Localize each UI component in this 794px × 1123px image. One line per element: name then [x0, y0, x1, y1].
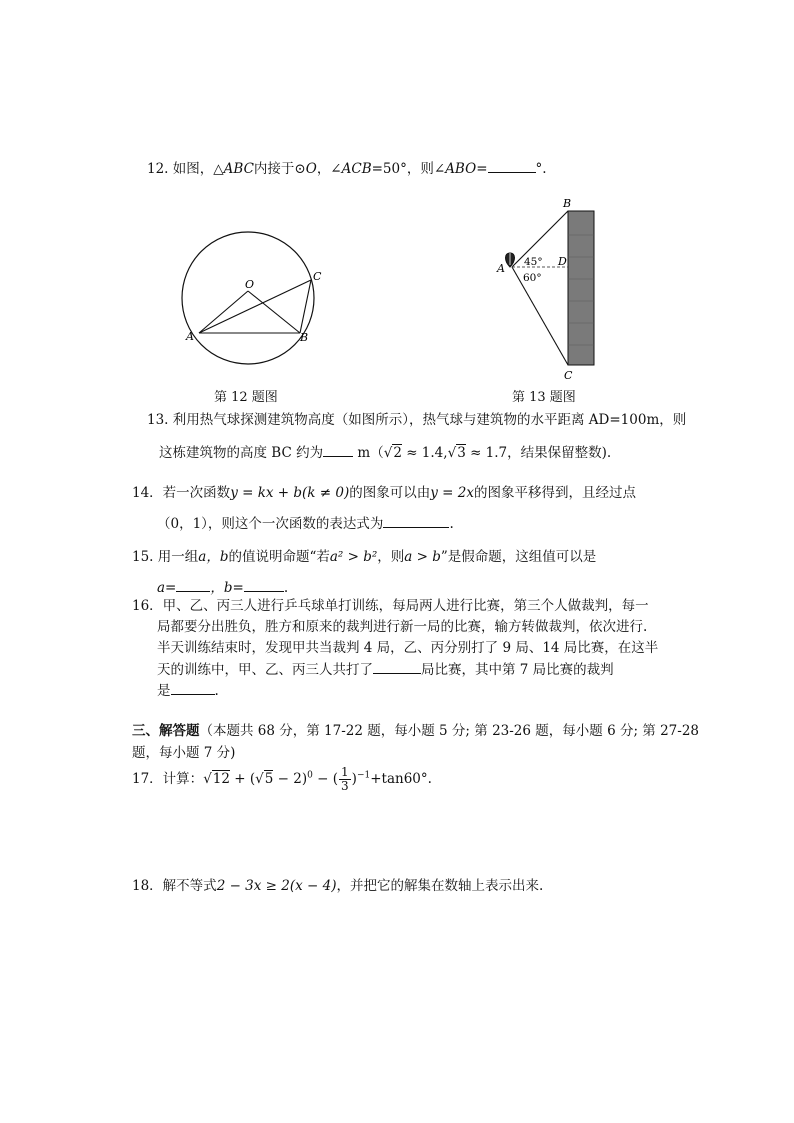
label-d-13: D	[558, 255, 567, 268]
question-17: 17．计算：$√12 + (√5 - 2)^0$ − ( $\frac{1}{3}$ )$^{-1}$+tan60°.	[132, 765, 432, 793]
q15-text-c: 的值说明命题“若	[228, 549, 330, 565]
q16-games-blank[interactable]	[373, 659, 421, 674]
q17-fraction	[339, 766, 351, 793]
q15-b-label: ，b=	[210, 580, 244, 596]
segment-bc	[300, 280, 311, 333]
q17-part6: +tan60°.	[370, 771, 432, 787]
q12-circle: O	[305, 161, 317, 177]
q15-text-e: ”是假命题，这组值可以是	[440, 549, 597, 565]
q12-angle2: ABO	[445, 161, 477, 177]
q15-text-a: 15. 用一组	[132, 549, 199, 565]
q13-text-a: 这栋建筑物的高度 BC 约为	[159, 445, 324, 461]
figure-13-diagram	[490, 195, 610, 385]
question-12	[147, 157, 547, 177]
angle-60: 60°	[523, 272, 542, 284]
label-a: A	[186, 330, 194, 343]
q14-formula1: y = kx + b(k ≠ 0)	[230, 485, 350, 501]
q14-text-2b: .	[449, 516, 454, 532]
q12-answer-blank[interactable]	[488, 158, 536, 173]
question-16-line5	[157, 679, 219, 699]
q17-frac-den: 3	[341, 779, 349, 793]
question-14-line1	[132, 481, 636, 501]
q13-text-d: ≈ 1.4,	[406, 445, 448, 461]
q14-formula2: y = 2x	[430, 485, 474, 501]
question-14-line2	[157, 512, 454, 532]
section-3-desc-line2: 题，每小题 7 分)	[132, 745, 236, 761]
segment-ac	[199, 280, 311, 333]
q17-sqrt5: 5	[264, 771, 274, 787]
q18-label: 18．解不等式	[132, 878, 217, 894]
section-3-desc1: （本题共 68 分，第 17-22 题，每小题 5 分; 第 23-26 题，每小题 6 分; 第 27-28	[199, 723, 699, 739]
q16-text-5a: 是	[157, 683, 171, 699]
q12-triangle: △ABC	[213, 161, 254, 177]
q13-sqrt3: 3	[457, 445, 466, 461]
q15-vars: a，b	[198, 549, 229, 565]
q16-referee-blank[interactable]	[171, 680, 215, 695]
q17-exp0: 0	[307, 770, 313, 781]
q15-formula1: a² > b²	[329, 549, 378, 565]
q18-formula: 2 − 3x ≥ 2(x − 4)	[216, 878, 337, 894]
q17-frac-num: 1	[341, 765, 349, 779]
q15-formula2: a > b	[404, 549, 441, 565]
q17-part5: )	[351, 771, 357, 787]
q12-text-f: °.	[535, 161, 547, 177]
q17-part3: − 2)	[277, 771, 308, 787]
q14-text-a: 14．若一次函数	[132, 485, 231, 501]
label-a-13: A	[497, 262, 505, 275]
q12-text-c: ，∠	[316, 161, 342, 177]
q15-a-label: a=	[157, 580, 177, 596]
label-b: B	[300, 331, 309, 344]
q15-b-blank[interactable]	[244, 577, 284, 592]
q17-exp-neg1: −1	[356, 770, 371, 781]
figure-12-diagram	[170, 225, 340, 375]
question-16-line2: 局都要分出胜负，胜方和原来的裁判进行新一局的比赛，输方转做裁判，依次进行.	[157, 619, 648, 635]
question-18	[132, 874, 543, 894]
q15-a-blank[interactable]	[176, 577, 210, 592]
q13-answer-blank[interactable]	[323, 442, 353, 457]
building	[568, 211, 594, 365]
question-16-line1: 16．甲、乙、丙三人进行乒乓球单打训练，每局两人进行比赛，第三个人做裁判，每一	[132, 598, 649, 614]
question-15-line2	[157, 576, 288, 596]
q12-number: 12.	[147, 161, 169, 177]
q18-text: ，并把它的解集在数轴上表示出来.	[336, 878, 544, 894]
question-16-line4	[157, 658, 614, 678]
angle-45: 45°	[524, 256, 543, 268]
segment-oa	[199, 291, 248, 333]
question-13-line2: 这栋建筑物的高度 BC 约为 m（√2 ≈ 1.4,√3 ≈ 1.7，结果保留整数).	[159, 441, 611, 461]
question-16-line3: 半天训练结束时，发现甲共当裁判 4 局，乙、丙分别打了 9 局、14 局比赛，在这半	[157, 640, 659, 656]
q16-text-4a: 天的训练中，甲、乙、丙三人共打了	[157, 662, 373, 678]
q17-part2: + (	[234, 771, 256, 787]
q12-text-a: 如图，	[172, 161, 214, 177]
question-15-line1	[132, 545, 596, 565]
section-3-header	[132, 719, 699, 739]
q13-text-b: m（	[357, 445, 384, 461]
q14-text-2a: （0，1），则这个一次函数的表达式为	[157, 516, 384, 532]
q16-text-4b: 局比赛，其中第 7 局比赛的裁判	[421, 662, 614, 678]
q13-text-f: ≈ 1.7，结果保留整数).	[470, 445, 612, 461]
q13-sqrt2: 2	[393, 445, 402, 461]
q14-text-c: 的图象平移得到，且经过点	[473, 485, 636, 501]
circle-o	[182, 232, 314, 364]
section-3-title: 三、解答题	[132, 723, 200, 739]
label-b-13: B	[563, 197, 572, 210]
q17-label: 17．计算：	[132, 771, 204, 787]
q14-text-b: 的图象可以由	[349, 485, 431, 501]
label-c: C	[313, 270, 322, 283]
q17-part4: − (	[317, 771, 339, 787]
q12-text-e: =	[476, 161, 488, 177]
figure-13-caption: 第 13 题图	[512, 390, 576, 405]
question-13-line1: 13. 利用热气球探测建筑物高度（如图所示），热气球与建筑物的水平距离 AD=100m，则	[147, 412, 687, 428]
q15-text-end: .	[283, 580, 289, 596]
q12-text-b: 内接于⊙	[253, 161, 306, 177]
q16-text-5b: .	[214, 683, 219, 699]
q14-answer-blank[interactable]	[383, 513, 449, 528]
q17-sqrt12: 12	[212, 771, 230, 787]
figure-12-caption: 第 12 题图	[214, 390, 278, 405]
q12-text-d: =50°，则∠	[371, 161, 446, 177]
q12-angle: ACB	[341, 161, 372, 177]
label-o: O	[245, 278, 255, 291]
label-c-13: C	[564, 369, 573, 382]
q15-text-d: ，则	[377, 549, 405, 565]
